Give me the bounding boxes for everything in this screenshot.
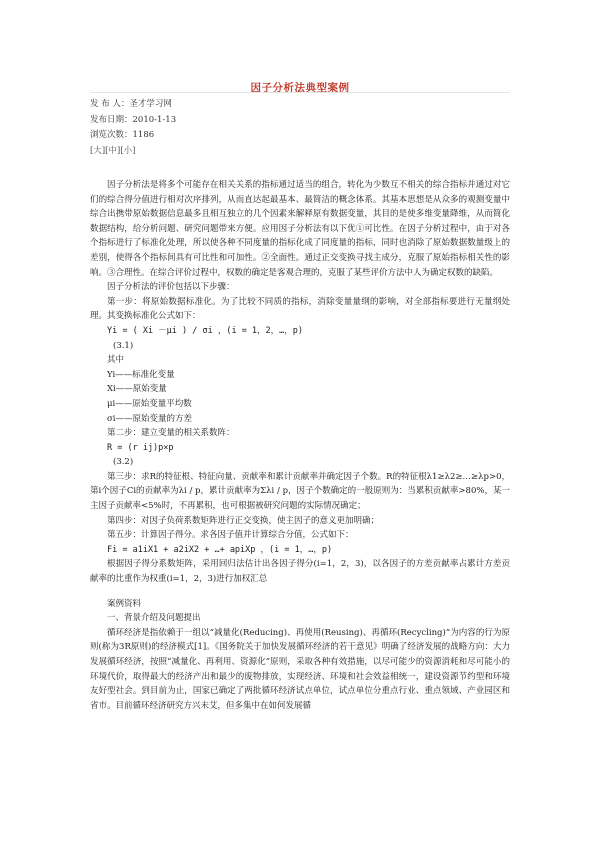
formula-factor-score: Fi = a1iX1 + a2iX2 + …+ apiXp ，(i = 1，…，p) bbox=[107, 544, 333, 555]
font-size-small-link[interactable]: [小] bbox=[120, 145, 136, 156]
steps-intro-paragraph: 因子分析法的评价包括以下步骤： bbox=[107, 282, 235, 293]
definition-yi: Yi——标准化变量 bbox=[107, 369, 175, 380]
title-divider bbox=[90, 92, 510, 93]
article-title: 因子分析法典型案例 bbox=[250, 82, 350, 94]
step-3-paragraph: 第三步：求R的特征根、特征向量、贡献率和累计贡献率并确定因子个数。R的特征根λ1≥λ2≥…≥λp>0，第i个因子Ci的贡献率为λi / p，累计贡献率为Σλi / p，因子个数确定的一般原则为：当累积贡献率>80%，某一主因子贡献率<5%时，不再累积，也可根据被研究问题的实际情况确定； bbox=[90, 471, 510, 512]
definition-sigma: σi——原始变量的方差 bbox=[107, 413, 193, 424]
view-count-line: 浏览次数：1186 bbox=[90, 130, 155, 140]
definition-xi: Xi——原始变量 bbox=[107, 384, 167, 395]
intro-paragraph: 因子分析法是将多个可能存在相关关系的指标通过适当的组合，转化为少数互不相关的综合指标并通过对它们的综合得分值进行相对次序排列，从而直达起最基本、最简洁的概念体系。其基本思想是从众多的观测变量中综合出携带原始数据信息最多且相互独立的几个因素来解释原有数据变量，其目的是使多维变量降维，从而简化数据结构，给分析问题、研究问题带来方便。应用因子分析法有以下优①可比性。在因子分析过程中，由于对各个指标进行了标准化处理，所以使各种不同度量的指标化成了同度量的指标，同时也消除了原始数据数量级上的差别，使得各个指标间具有可比性和可加性。②全面性。通过正交变换寻找主成分，克服了原始指标相关性的影响。③合理性。在综合评价过程中，权数的确定是客观合理的，克服了某些评价方法中人为确定权数的缺陷。 bbox=[90, 180, 510, 278]
font-size-large-link[interactable]: [大] bbox=[90, 145, 106, 156]
circular-economy-paragraph: 循环经济是指依赖于一组以“减量化(Reducing)、再使用(Reusing)、再循环(Recycling)”为内容的行为原则(称为3R原则)的经济模式[1]。《国务院关于加快发展循环经济的若干意见》明确了经济发展的战略方向：大力发展循环经济，按照“减量化、再利用、资源化”原则，采取各种有效措施，以尽可能少的资源消耗和尽可能小的环境代价，取得最大的经济产出和最少的废物排放，实现经济、环境和社会效益相统一，建设资源节约型和环境友好型社会。到目前为止，国家已确定了两批循环经济试点单位，试点单位分重点行业、重点领域、产业园区和省市。目前循环经济研究方兴未艾，但多集中在如何发展循 bbox=[90, 627, 510, 711]
publisher-line: 发 布 人：圣才学习网 bbox=[90, 99, 172, 109]
font-size-controls bbox=[90, 144, 176, 160]
article-meta bbox=[90, 97, 176, 159]
font-size-medium-link[interactable]: [中] bbox=[105, 145, 121, 156]
step-5-paragraph: 第五步：计算因子得分。求各因子值并计算综合分值，公式如下： bbox=[107, 530, 354, 541]
equation-number-3-2: (3.2) bbox=[113, 457, 134, 468]
step-2-paragraph: 第二步：建立变量的相关系数阵： bbox=[107, 428, 235, 439]
article-body bbox=[90, 178, 510, 713]
step-1-paragraph: 第一步：将原始数据标准化。为了比较不同质的指标，消除变量量纲的影响，对全部指标要进行无量纲处理。其变换标准化公式如下： bbox=[90, 296, 510, 322]
equation-number-3-1: (3.1) bbox=[113, 340, 134, 351]
spacer bbox=[90, 587, 510, 597]
formula-standardization: Yi = ( Xi －μi ) / σi ，(i = 1，2，…，p) bbox=[107, 325, 304, 336]
section-1-heading: 一、背景介绍及问题提出 bbox=[107, 613, 201, 624]
publish-date-line: 发布日期：2010-1-13 bbox=[90, 114, 177, 125]
weighting-paragraph: 根据因子得分系数矩阵，采用回归法估计出各因子得分(i=1，2，3)，以各因子的方差贡献率占累计方差贡献率的比重作为权重(i=1，2，3)进行加权汇总 bbox=[90, 559, 510, 585]
definition-mu: μi——原始变量平均数 bbox=[107, 398, 192, 409]
formula-correlation-matrix: R = (r ij)p×p bbox=[107, 442, 174, 453]
where-label: 其中 bbox=[107, 355, 125, 366]
step-4-paragraph: 第四步：对因子负荷系数矩阵进行正交变换，使主因子的意义更加明确； bbox=[107, 515, 380, 526]
case-heading: 案例资料 bbox=[107, 598, 142, 609]
